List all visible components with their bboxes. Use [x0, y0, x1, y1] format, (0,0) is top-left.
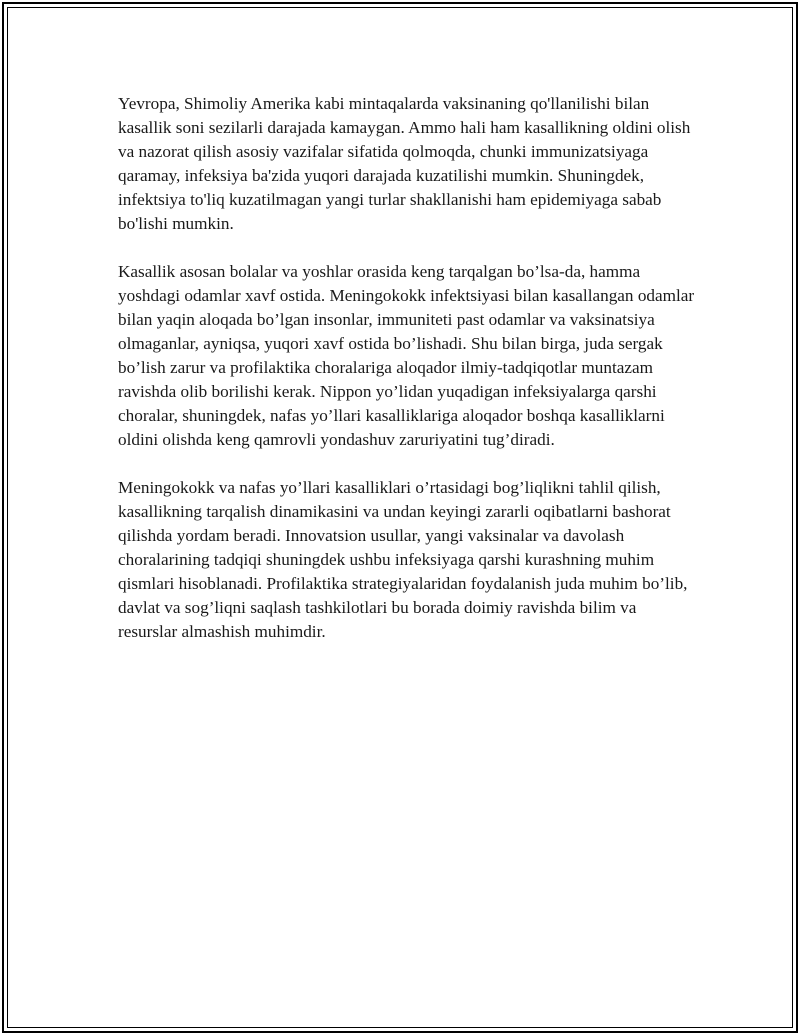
document-body	[118, 92, 698, 644]
paragraph-1: Yevropa, Shimoliy Amerika kabi mintaqalarda vaksinaning qo'llanilishi bilan kasallik soni sezilarli darajada kamaygan. Ammo hali ham kasallikning oldini olish va nazorat qilish asosiy vazifalar sifatida qolmoqda, chunki immunizatsiyaga qaramay, infeksiya ba'zida yuqori darajada kuzatilishi mumkin. Shuningdek, infektsiya to'liq kuzatilmagan yangi turlar shakllanishi ham epidemiyaga sabab bo'lishi mumkin.	[118, 94, 691, 233]
paragraph-3: Meningokokk va nafas yo’llari kasalliklari o’rtasidagi bog’liqlikni tahlil qilish, kasallikning tarqalish dinamikasini va undan keyingi zararli oqibatlarni bashorat qilishda yordam beradi. Innovatsion usullar, yangi vaksinalar va davolash choralarining tadqiqi shuningdek ushbu infeksiyaga qarshi kurashning muhim qismlari hisoblanadi. Profilaktika strategiyalaridan foydalanish juda muhim bo’lib, davlat va sog’liqni saqlash tashkilotlari bu borada doimiy ravishda bilim va resurslar almashish muhimdir.	[118, 478, 688, 641]
paragraph-2: Kasallik asosan bolalar va yoshlar orasida keng tarqalgan bo’lsa-da, hamma yoshdagi odamlar xavf ostida. Meningokokk infektsiyasi bilan kasallangan odamlar bilan yaqin aloqada bo’lgan insonlar, immuniteti past odamlar va vaksinatsiya olmaganlar, ayniqsa, yuqori xavf ostida bo’lishadi. Shu bilan birga, juda sergak bo’lish zarur va profilaktika choralariga aloqador ilmiy-tadqiqotlar muntazam ravishda olib borilishi kerak. Nippon yo’lidan yuqadigan infeksiyalarga qarshi choralar, shuningdek, nafas yo’llari kasalliklariga aloqador boshqa kasalliklarni oldini olishda keng qamrovli yondashuv zaruriyatini tug’diradi.	[118, 262, 695, 449]
